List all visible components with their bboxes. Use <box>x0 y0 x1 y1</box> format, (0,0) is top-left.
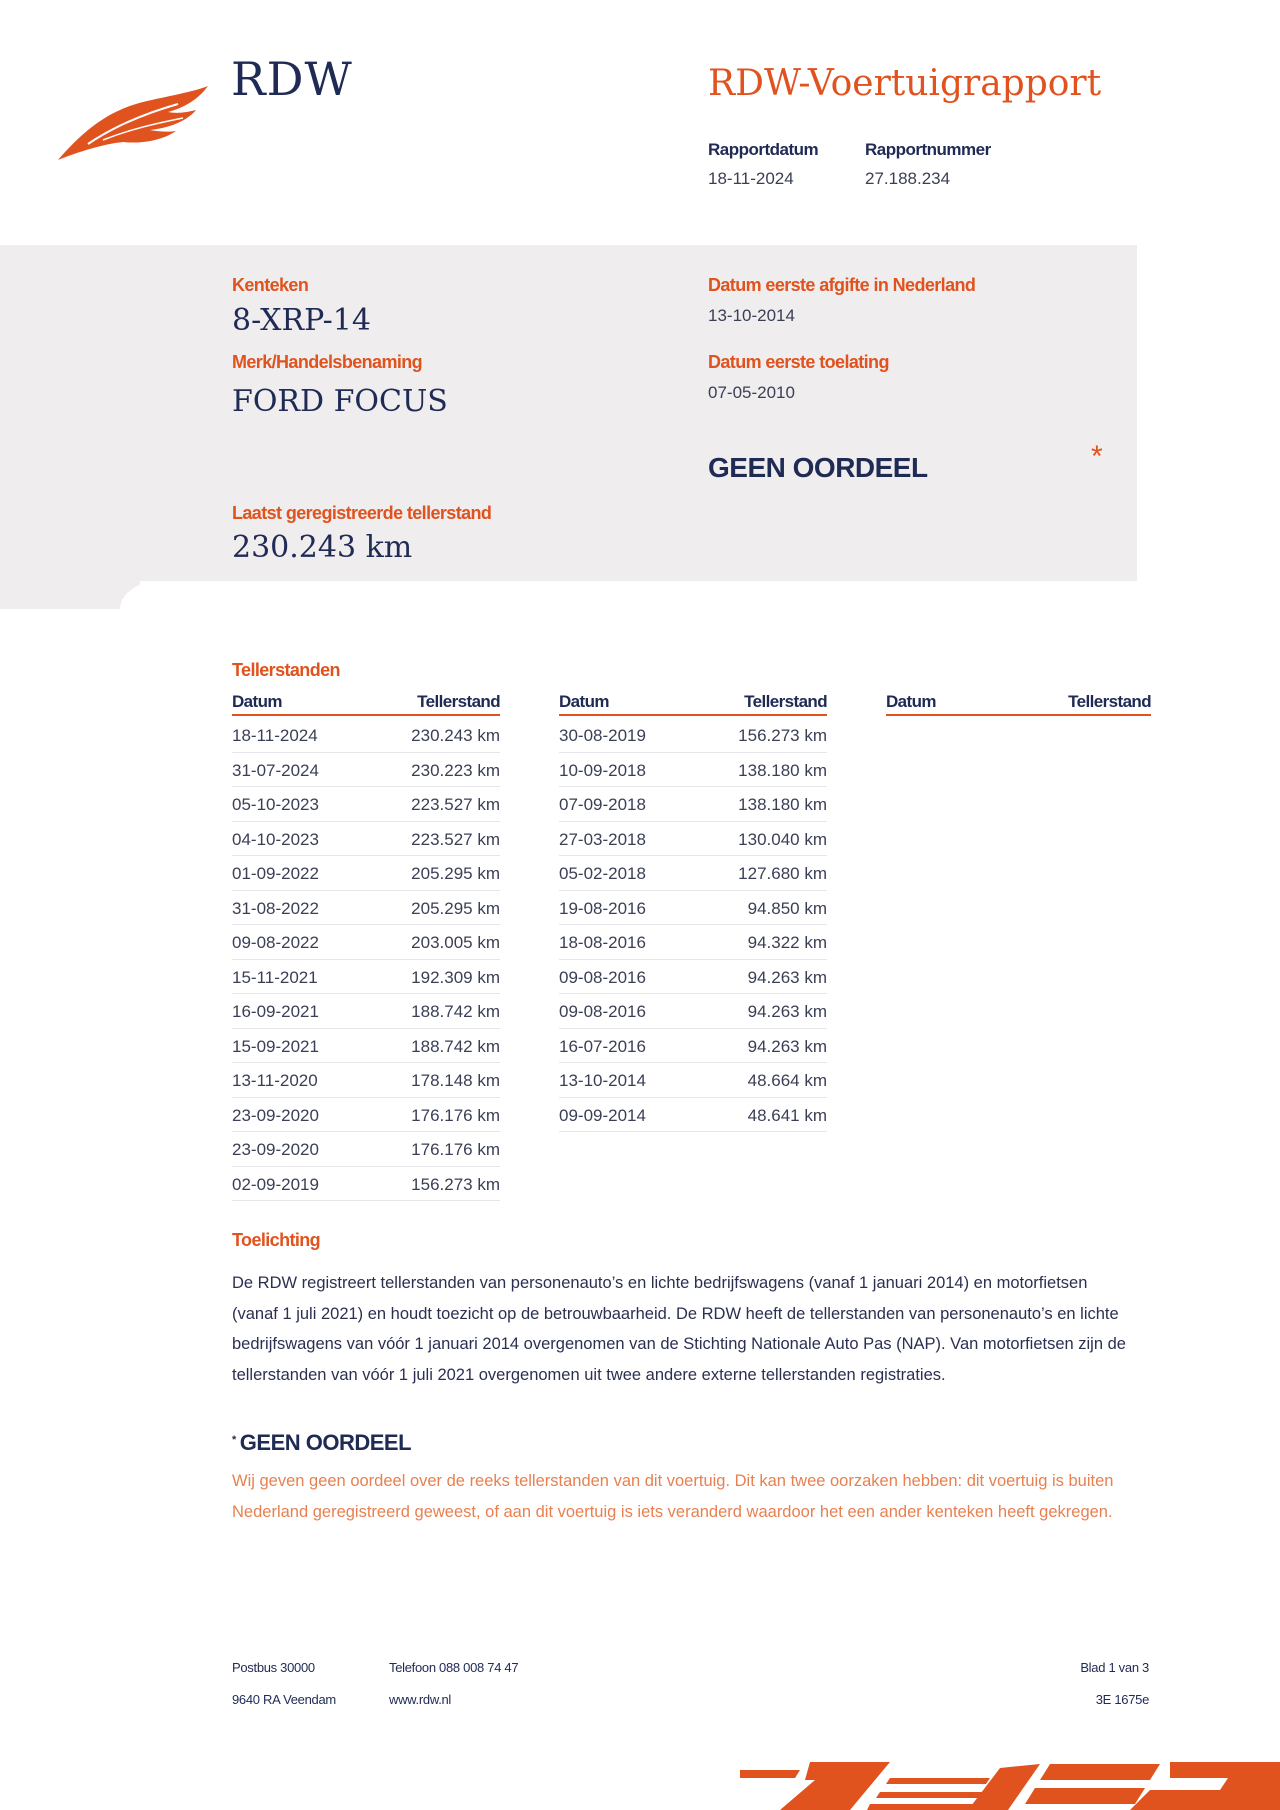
tellerstand-row <box>232 891 500 926</box>
rapportdatum-value: 18-11-2024 <box>708 169 794 188</box>
tellerstand-row <box>232 960 500 995</box>
tellerstand-km: 176.176 km <box>411 1140 500 1159</box>
tellerstand-date: 18-08-2016 <box>559 933 646 952</box>
footer-code: 3E 1675e <box>1095 1692 1149 1707</box>
footer-website[interactable]: www.rdw.nl <box>389 1692 452 1707</box>
column-header-km: Tellerstand <box>417 692 500 711</box>
column-header-3 <box>886 690 1151 716</box>
rapportnummer-label: Rapportnummer <box>865 140 991 159</box>
footer-blad: Blad 1 van 3 <box>1080 1660 1149 1675</box>
footer-postbus: Postbus 30000 <box>232 1660 315 1675</box>
brand-name: RDW <box>231 52 353 106</box>
tellerstand-row <box>232 994 500 1029</box>
tellerstand-row <box>232 1063 500 1098</box>
tellerstand-row <box>559 891 827 926</box>
tellerstand-row <box>559 960 827 995</box>
tellerstand-row <box>232 753 500 788</box>
tellerstand-km: 94.850 km <box>747 898 827 918</box>
column-header-date: Datum <box>232 692 282 711</box>
tellerstand-km: 94.263 km <box>747 967 827 987</box>
toelichting-text: De RDW registreert tellerstanden van personenauto’s en lichte bedrijfswagens (vanaf 1 januari 2014) en motorfietsen (vanaf 1 juli 2021) en houdt toezicht op de betrouwbaarheid. De RDW heeft de tellerstanden van personenauto’s en lichte bedrijfswagens van vóór 1 januari 2014 overgenomen van de Stichting Nationale Auto Pas (NAP). Van motorfietsen zijn de tellerstanden van vóór 1 juli 2021 overgenomen uit twee andere externe tellerstanden registraties. <box>232 1274 1126 1384</box>
tellerstand-km: 203.005 km <box>411 933 500 952</box>
tellerstand-km: 48.664 km <box>747 1071 827 1090</box>
verdict-star: * <box>1091 440 1103 473</box>
tellerstand-row <box>232 787 500 822</box>
tellerstand-date: 31-07-2024 <box>232 760 319 780</box>
tellerstand-list-2 <box>559 718 827 1132</box>
tellerstand-date: 27-03-2018 <box>559 829 646 849</box>
merk-label: Merk/Handelsbenaming <box>232 352 423 372</box>
merk-value: FORD FOCUS <box>232 384 448 419</box>
tellerstand-row <box>559 1029 827 1064</box>
tellerstand-date: 30-08-2019 <box>559 726 646 745</box>
rapportnummer-value: 27.188.234 <box>865 169 951 188</box>
geen-oordeel-star: * <box>232 1434 236 1446</box>
column-header-km: Tellerstand <box>1068 692 1151 711</box>
rapportdatum-label: Rapportdatum <box>708 140 819 159</box>
tellerstand-km: 230.243 km <box>411 726 500 745</box>
column-header-2 <box>559 690 827 716</box>
tellerstand-row <box>559 994 827 1029</box>
footer-plaats: 9640 RA Veendam <box>232 1692 336 1707</box>
tellerstand-row <box>232 925 500 960</box>
tellerstand-row <box>559 753 827 788</box>
tellerstand-date: 18-11-2024 <box>232 726 318 745</box>
tellerstand-km: 178.148 km <box>411 1071 500 1090</box>
tellerstand-row <box>559 856 827 891</box>
tellerstand-row <box>232 856 500 891</box>
column-header-km: Tellerstand <box>744 692 827 711</box>
tellerstand-date: 31-08-2022 <box>232 898 319 918</box>
tellerstand-km: 138.180 km <box>738 795 827 814</box>
rdw-feather-logo <box>58 82 208 162</box>
tellerstand-date: 02-09-2019 <box>232 1174 319 1194</box>
tellerstand-km: 138.180 km <box>738 760 827 780</box>
tellerstand-date: 09-08-2022 <box>232 933 319 952</box>
tellerstand-km: 130.040 km <box>738 829 827 849</box>
tellerstand-km: 156.273 km <box>411 1174 500 1194</box>
tellerstand-date: 09-08-2016 <box>559 1002 646 1021</box>
toelichting-title: Toelichting <box>232 1230 321 1250</box>
tellerstand-km: 205.295 km <box>411 898 500 918</box>
tellerstand-date: 04-10-2023 <box>232 829 319 849</box>
tellerstanden-title: Tellerstanden <box>232 660 340 680</box>
tellerstand-row <box>232 1098 500 1133</box>
afgifte-value: 13-10-2014 <box>708 306 795 325</box>
tellerstand-date: 07-09-2018 <box>559 795 646 814</box>
column-header-date: Datum <box>559 692 609 711</box>
tellerstand-km: 192.309 km <box>411 967 500 987</box>
tellerstand-row <box>559 787 827 822</box>
tellerstand-row <box>232 1029 500 1064</box>
geen-oordeel-heading: GEEN OORDEEL <box>239 1430 412 1455</box>
tellerstand-km: 48.641 km <box>747 1105 827 1125</box>
tellerstand-date: 23-09-2020 <box>232 1105 319 1125</box>
geen-oordeel-title <box>232 1430 411 1456</box>
tellerstand-date: 23-09-2020 <box>232 1140 319 1159</box>
laatst-value: 230.243 km <box>232 530 413 565</box>
footer-telefoon: Telefoon 088 008 74 47 <box>389 1660 519 1675</box>
toelating-label: Datum eerste toelating <box>708 352 889 372</box>
tellerstand-km: 94.263 km <box>747 1002 827 1021</box>
tellerstand-date: 09-08-2016 <box>559 967 646 987</box>
laatst-label: Laatst geregistreerde tellerstand <box>232 503 492 523</box>
tellerstand-row <box>232 718 500 753</box>
tellerstand-km: 205.295 km <box>411 864 500 883</box>
tellerstand-km: 176.176 km <box>411 1105 500 1125</box>
tellerstand-row <box>232 822 500 857</box>
tellerstand-date: 15-11-2021 <box>232 967 318 987</box>
rdw-stripes-graphic <box>740 1758 1280 1810</box>
tellerstand-km: 94.322 km <box>747 933 827 952</box>
tellerstand-date: 15-09-2021 <box>232 1036 319 1056</box>
tellerstand-row <box>559 925 827 960</box>
tellerstand-km: 223.527 km <box>411 795 500 814</box>
verdict-text: GEEN OORDEEL <box>708 452 928 483</box>
tellerstand-list-1 <box>232 718 500 1201</box>
toelating-value: 07-05-2010 <box>708 383 795 402</box>
tellerstand-row <box>232 1167 500 1202</box>
tellerstand-km: 188.742 km <box>411 1036 500 1056</box>
afgifte-label: Datum eerste afgifte in Nederland <box>708 275 976 295</box>
tellerstand-row <box>559 718 827 753</box>
tellerstand-date: 16-07-2016 <box>559 1036 646 1056</box>
kenteken-value: 8-XRP-14 <box>232 303 371 338</box>
tellerstand-date: 01-09-2022 <box>232 864 319 883</box>
tellerstand-date: 09-09-2014 <box>559 1105 646 1125</box>
panel-tab <box>0 581 140 609</box>
tellerstand-km: 230.223 km <box>411 760 500 780</box>
tellerstand-km: 94.263 km <box>747 1036 827 1056</box>
tellerstand-km: 156.273 km <box>738 726 827 745</box>
tellerstand-row <box>232 1132 500 1167</box>
column-header-1 <box>232 690 500 716</box>
tellerstand-date: 10-09-2018 <box>559 760 646 780</box>
kenteken-label: Kenteken <box>232 275 309 295</box>
tellerstand-date: 19-08-2016 <box>559 898 646 918</box>
tellerstand-date: 05-02-2018 <box>559 864 646 883</box>
tellerstand-date: 13-11-2020 <box>232 1071 318 1090</box>
tellerstand-date: 13-10-2014 <box>559 1071 646 1090</box>
column-header-date: Datum <box>886 692 936 711</box>
tellerstand-km: 223.527 km <box>411 829 500 849</box>
tellerstand-row <box>559 822 827 857</box>
tellerstand-row <box>559 1098 827 1133</box>
tellerstand-date: 05-10-2023 <box>232 795 319 814</box>
tellerstand-km: 188.742 km <box>411 1002 500 1021</box>
geen-oordeel-text: Wij geven geen oordeel over de reeks tellerstanden van dit voertuig. Dit kan twee oorzaken hebben: dit voertuig is buiten Nederland geregistreerd geweest, of aan dit voertuig is iets veranderd waardoor het een ander kenteken heeft gekregen. <box>232 1472 1114 1521</box>
tellerstand-km: 127.680 km <box>738 864 827 883</box>
tellerstand-date: 16-09-2021 <box>232 1002 319 1021</box>
report-title: RDW-Voertuigrapport <box>708 63 1102 104</box>
tellerstand-row <box>559 1063 827 1098</box>
